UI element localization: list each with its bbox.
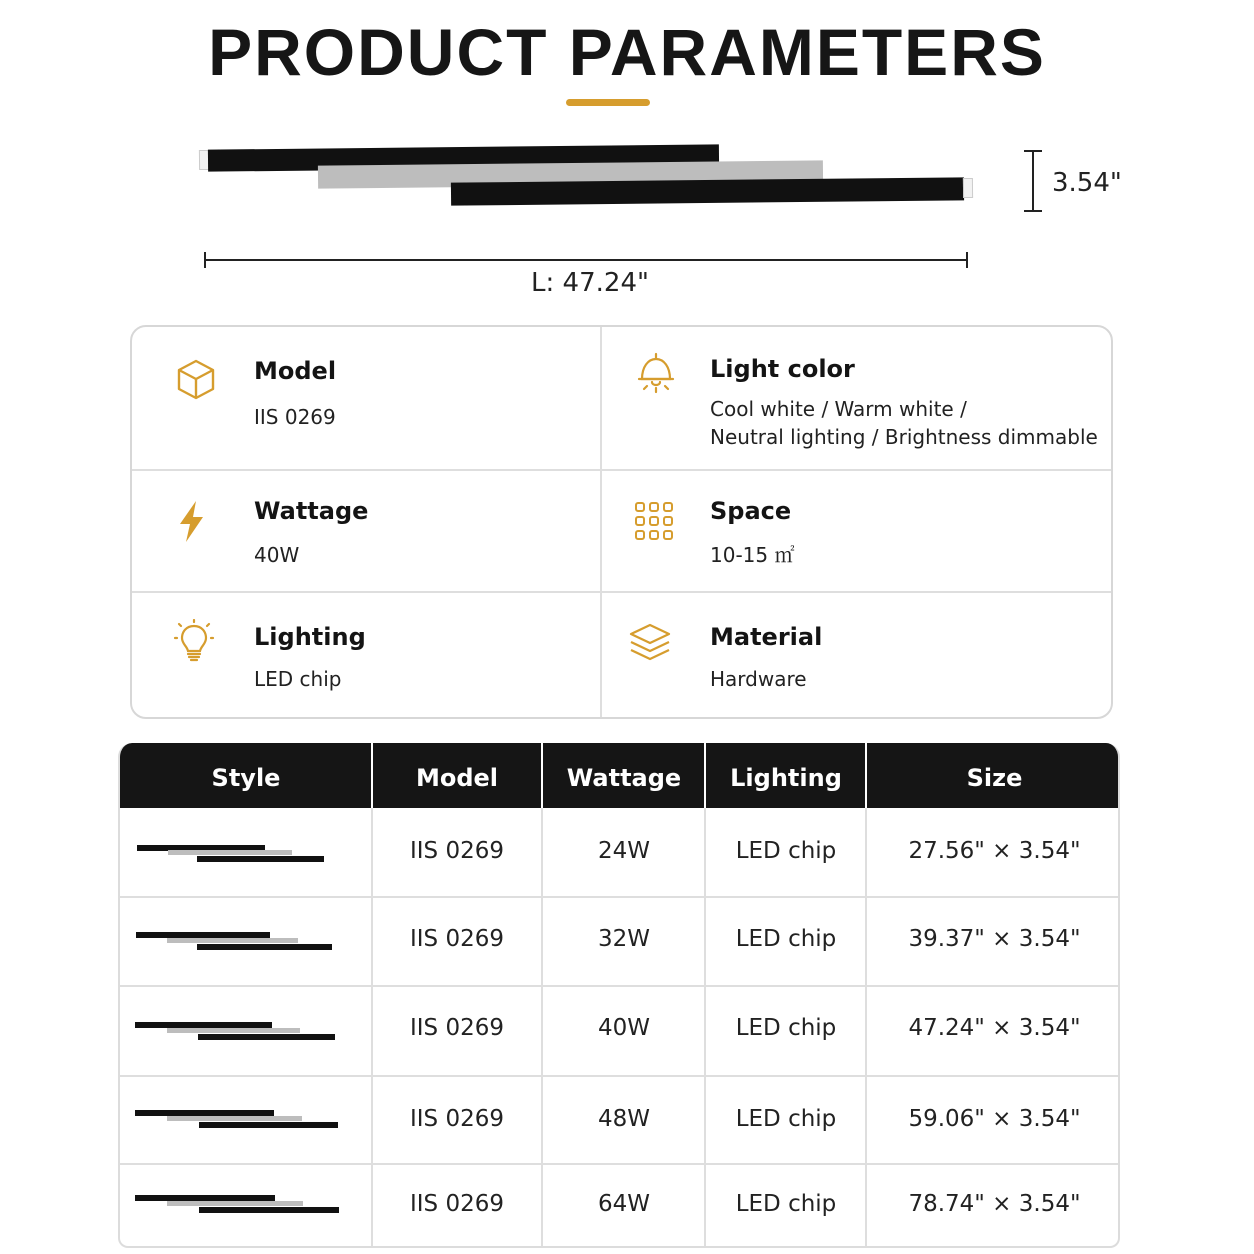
length-dimension-label: L: 47.24": [531, 268, 649, 298]
param-label: Space: [710, 497, 792, 525]
table-row: [120, 808, 1120, 896]
height-dimension-label: 3.54": [1052, 168, 1122, 198]
title-underline: [566, 99, 650, 106]
cell-lighting: LED chip: [735, 1191, 837, 1217]
param-wattage: [132, 471, 600, 591]
bar-bottom-endcap: [963, 178, 973, 198]
height-dimension-tick: [1024, 150, 1042, 152]
param-label: Model: [254, 357, 337, 385]
cell-lighting: LED chip: [735, 1015, 837, 1041]
lightning-icon: [170, 499, 214, 543]
table-row: [120, 987, 1120, 1075]
page-title: PRODUCT PARAMETERS: [208, 15, 1046, 89]
spec-table: [118, 743, 1120, 1248]
bar-bottom-black: [451, 177, 964, 205]
param-value: Cool white / Warm white /: [710, 397, 967, 421]
param-value: Hardware: [710, 667, 807, 691]
param-value: Neutral lighting / Brightness dimmable: [710, 425, 1098, 449]
cell-size: 47.24" × 3.54": [908, 1015, 1081, 1041]
cell-model: IIS 0269: [409, 1015, 504, 1041]
param-value: IIS 0269: [254, 405, 336, 429]
param-material: [602, 593, 1113, 719]
param-value: LED chip: [254, 667, 342, 691]
table-row: [120, 1077, 1120, 1163]
parameters-card: [130, 325, 1113, 719]
cell-size: 39.37" × 3.54": [908, 926, 1081, 952]
height-dimension-line: [1032, 150, 1034, 212]
cell-size: 59.06" × 3.54": [908, 1106, 1081, 1132]
bulb-icon: [172, 619, 216, 663]
bell-lamp-icon: [634, 351, 678, 395]
param-label: Light color: [710, 355, 855, 383]
table-header-cell: Size: [966, 764, 1023, 792]
param-model: [132, 327, 600, 469]
length-dimension-tick: [966, 252, 968, 268]
cell-wattage: 64W: [597, 1191, 650, 1217]
cell-model: IIS 0269: [409, 926, 504, 952]
param-value: 40W: [254, 543, 300, 567]
cell-lighting: LED chip: [735, 1106, 837, 1132]
cell-model: IIS 0269: [409, 1106, 504, 1132]
table-header-cell: Lighting: [730, 764, 842, 792]
table-header-cell: Wattage: [566, 764, 682, 792]
param-lighting: [132, 593, 600, 719]
cell-lighting: LED chip: [735, 838, 837, 864]
table-header-cell: Model: [415, 764, 499, 792]
table-header-cell: Style: [211, 764, 281, 792]
cell-model: IIS 0269: [409, 1191, 504, 1217]
table-row: [120, 1165, 1120, 1248]
layers-icon: [628, 621, 672, 665]
cell-wattage: 32W: [597, 926, 650, 952]
param-label: Lighting: [254, 623, 366, 651]
cell-lighting: LED chip: [735, 926, 837, 952]
param-value: 10-15 ㎡: [710, 543, 795, 567]
param-label: Material: [710, 623, 823, 651]
cell-model: IIS 0269: [409, 838, 504, 864]
cell-wattage: 48W: [597, 1106, 650, 1132]
length-dimension-line: [205, 259, 968, 261]
param-light-color: [602, 327, 1113, 469]
table-row: [120, 898, 1120, 985]
param-label: Wattage: [254, 497, 369, 525]
grid-icon: [632, 499, 676, 543]
table-header: [120, 743, 1120, 808]
height-dimension-tick: [1024, 210, 1042, 212]
cell-size: 27.56" × 3.54": [908, 838, 1081, 864]
cell-wattage: 40W: [597, 1015, 650, 1041]
param-space: [602, 471, 1113, 591]
length-dimension-tick: [204, 252, 206, 268]
cell-size: 78.74" × 3.54": [908, 1191, 1081, 1217]
cell-wattage: 24W: [597, 838, 650, 864]
cube-icon: [174, 357, 218, 401]
